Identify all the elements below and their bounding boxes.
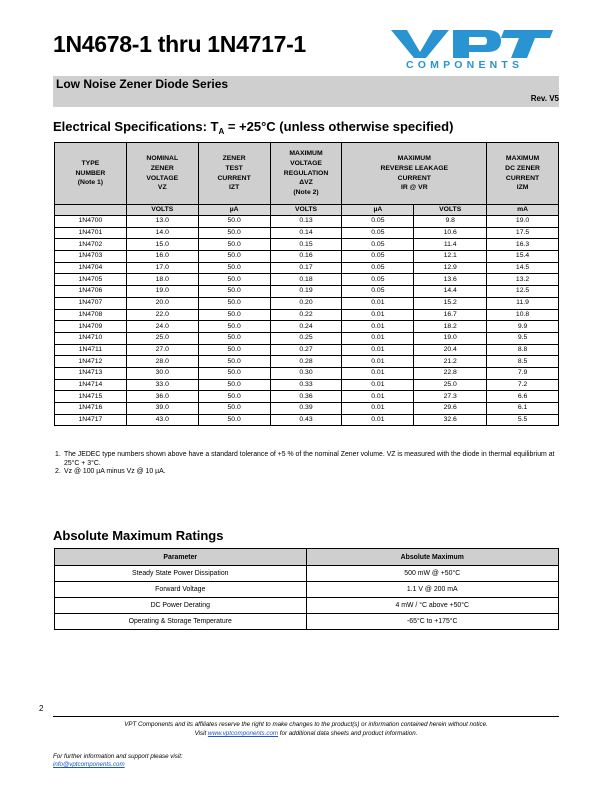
table-cell: 0.01: [342, 367, 414, 379]
table-row: [55, 321, 559, 333]
table-cell: 19.0: [126, 286, 198, 298]
table-cell: 7.2: [487, 379, 559, 391]
table-cell: 16.0: [126, 251, 198, 263]
table-row: [55, 391, 559, 403]
table-cell: 0.01: [342, 344, 414, 356]
table-cell: 20.0: [126, 297, 198, 309]
table-cell: 50.0: [198, 356, 270, 368]
table-row: [55, 566, 559, 582]
electrical-spec-heading: Electrical Specifications: $T_A = +25^\circ C$ (unless otherwise specified): [53, 119, 454, 136]
table-cell: 25.0: [126, 332, 198, 344]
table-cell: 50.0: [198, 332, 270, 344]
table-cell: 0.24: [270, 321, 342, 333]
table-cell: 6.6: [487, 391, 559, 403]
table-cell: 6.1: [487, 403, 559, 415]
table-cell: 500 mW @ +50°C: [306, 566, 559, 582]
table-cell: 1N4701: [55, 227, 127, 239]
table-cell: 14.4: [414, 286, 487, 298]
note-2: 2. Vz @ 100 µA minus Vz @ 10 µA.: [55, 468, 166, 476]
col-regulation-header: MAXIMUM VOLTAGE REGULATION ΔVZ (Note 2): [270, 143, 342, 205]
table-cell: 17.5: [487, 227, 559, 239]
units-row: [55, 205, 559, 216]
table-cell: 8.8: [487, 344, 559, 356]
unit-cell: µA: [198, 205, 270, 216]
table-cell: 1N4710: [55, 332, 127, 344]
table-cell: 0.01: [342, 414, 414, 426]
table-header-row: [55, 143, 559, 205]
table-cell: 0.14: [270, 227, 342, 239]
table-cell: 50.0: [198, 403, 270, 415]
table-cell: 0.28: [270, 356, 342, 368]
table-cell: Operating & Storage Temperature: [55, 614, 307, 630]
table-cell: 43.0: [126, 414, 198, 426]
table-cell: 1N4716: [55, 403, 127, 415]
table-cell: 1N4711: [55, 344, 127, 356]
table-cell: 1N4703: [55, 251, 127, 263]
table-cell: 0.18: [270, 274, 342, 286]
table-cell: 0.05: [342, 239, 414, 251]
unit-cell: [55, 205, 127, 216]
table-cell: 12.5: [487, 286, 559, 298]
logo-subtitle: COMPONENTS: [406, 59, 524, 71]
table-cell: 15.2: [414, 297, 487, 309]
table-cell: 0.20: [270, 297, 342, 309]
support-info: For further information and support please visit: info@vptcomponents.com: [53, 753, 183, 768]
table-cell: 1N4709: [55, 321, 127, 333]
table-cell: 0.01: [342, 297, 414, 309]
table-cell: 14.0: [126, 227, 198, 239]
table-row: [55, 332, 559, 344]
table-cell: 50.0: [198, 251, 270, 263]
table-cell: 0.01: [342, 309, 414, 321]
table-cell: 39.0: [126, 403, 198, 415]
table-cell: 0.43: [270, 414, 342, 426]
table-cell: 0.05: [342, 286, 414, 298]
table-cell: 50.0: [198, 262, 270, 274]
notes: [55, 451, 561, 477]
table-cell: 0.25: [270, 332, 342, 344]
table-cell: 5.5: [487, 414, 559, 426]
absolute-ratings-table: [54, 548, 559, 630]
table-row: [55, 379, 559, 391]
table-cell: 22.0: [126, 309, 198, 321]
table-cell: 1N4702: [55, 239, 127, 251]
table-cell: 50.0: [198, 227, 270, 239]
table-cell: 1N4704: [55, 262, 127, 274]
table-cell: 0.36: [270, 391, 342, 403]
table-cell: 0.01: [342, 379, 414, 391]
table-cell: Forward Voltage: [55, 582, 307, 598]
unit-cell: VOLTS: [126, 205, 198, 216]
table-cell: 50.0: [198, 297, 270, 309]
note-1: 1. The JEDEC type numbers shown above have a standard tolerance of +5 % of the nominal Zener volume. VZ is measured with the diode in thermal equilibrium at 25°C + 3°C.: [55, 451, 555, 467]
unit-cell: VOLTS: [270, 205, 342, 216]
table-cell: -65°C to +175°C: [306, 614, 559, 630]
col-nominal-header: NOMINAL ZENER VOLTAGE VZ: [126, 143, 198, 205]
table-cell: 50.0: [198, 321, 270, 333]
table-cell: 0.16: [270, 251, 342, 263]
table-row: [55, 356, 559, 368]
table-cell: 12.1: [414, 251, 487, 263]
table-cell: 15.4: [487, 251, 559, 263]
table-cell: 1N4700: [55, 216, 127, 228]
table-cell: 0.05: [342, 251, 414, 263]
table-row: [55, 344, 559, 356]
table-cell: 0.33: [270, 379, 342, 391]
table-cell: 1N4706: [55, 286, 127, 298]
table-cell: 50.0: [198, 344, 270, 356]
col-dc-current-header: MAXIMUM DC ZENER CURRENT IZM: [487, 143, 559, 205]
table-cell: 1N4705: [55, 274, 127, 286]
table-cell: 1N4708: [55, 309, 127, 321]
table-cell: 16.3: [487, 239, 559, 251]
footer-divider: [53, 716, 559, 717]
table-cell: 1N4717: [55, 414, 127, 426]
table-row: [55, 239, 559, 251]
table-cell: 9.9: [487, 321, 559, 333]
col-leakage-header: MAXIMUM REVERSE LEAKAGE CURRENT IR @ VR: [342, 143, 487, 205]
table-cell: 18.0: [126, 274, 198, 286]
col-type-header: TYPE NUMBER (Note 1): [55, 143, 127, 205]
table-cell: 0.01: [342, 403, 414, 415]
table-cell: 13.0: [126, 216, 198, 228]
table-cell: 21.2: [414, 356, 487, 368]
unit-cell: VOLTS: [414, 205, 487, 216]
table-cell: 50.0: [198, 286, 270, 298]
table-row: [55, 309, 559, 321]
table-cell: 9.8: [414, 216, 487, 228]
revision-label: Rev. V5: [530, 94, 559, 103]
table-cell: 0.27: [270, 344, 342, 356]
table-cell: 0.05: [342, 262, 414, 274]
table-cell: 1N4712: [55, 356, 127, 368]
table-cell: 0.13: [270, 216, 342, 228]
table-row: [55, 274, 559, 286]
table-cell: 29.6: [414, 403, 487, 415]
table-cell: 0.01: [342, 391, 414, 403]
table-cell: 9.5: [487, 332, 559, 344]
table-cell: 50.0: [198, 274, 270, 286]
table-row: [55, 251, 559, 263]
table-cell: 28.0: [126, 356, 198, 368]
table-cell: 1N4715: [55, 391, 127, 403]
table-cell: 10.6: [414, 227, 487, 239]
page-title: 1N4678-1 thru 1N4717-1: [53, 31, 306, 57]
table-row: [55, 262, 559, 274]
table-cell: 16.7: [414, 309, 487, 321]
table-cell: 18.2: [414, 321, 487, 333]
table-cell: 50.0: [198, 239, 270, 251]
table-cell: 17.0: [126, 262, 198, 274]
col-test-current-header: ZENER TEST CURRENT IZT: [198, 143, 270, 205]
table-cell: 24.0: [126, 321, 198, 333]
table-cell: 1.1 V @ 200 mA: [306, 582, 559, 598]
table-cell: 13.6: [414, 274, 487, 286]
table-row: [55, 414, 559, 426]
table-row: [55, 367, 559, 379]
table-cell: 0.22: [270, 309, 342, 321]
table-cell: 50.0: [198, 309, 270, 321]
table-cell: 20.4: [414, 344, 487, 356]
table-cell: 0.01: [342, 321, 414, 333]
table-cell: 0.39: [270, 403, 342, 415]
table-row: [55, 614, 559, 630]
table-cell: 25.0: [414, 379, 487, 391]
table-row: [55, 216, 559, 228]
table-cell: 7.9: [487, 367, 559, 379]
table-cell: 0.30: [270, 367, 342, 379]
table-row: [55, 582, 559, 598]
table-cell: 1N4707: [55, 297, 127, 309]
table-row: [55, 286, 559, 298]
table-row: [55, 598, 559, 614]
table-cell: 32.6: [414, 414, 487, 426]
table-cell: 33.0: [126, 379, 198, 391]
table-row: [55, 227, 559, 239]
table-cell: 0.05: [342, 216, 414, 228]
table-cell: 22.8: [414, 367, 487, 379]
table-cell: 8.5: [487, 356, 559, 368]
table-cell: 10.8: [487, 309, 559, 321]
col-parameter-header: Parameter: [55, 549, 307, 566]
table-cell: 50.0: [198, 391, 270, 403]
table-cell: DC Power Derating: [55, 598, 307, 614]
table-cell: 50.0: [198, 414, 270, 426]
table-cell: 12.9: [414, 262, 487, 274]
table-cell: 30.0: [126, 367, 198, 379]
table-cell: 0.05: [342, 227, 414, 239]
table-cell: 0.15: [270, 239, 342, 251]
unit-cell: µA: [342, 205, 414, 216]
table-cell: 0.19: [270, 286, 342, 298]
table-cell: 0.01: [342, 332, 414, 344]
table-cell: 0.05: [342, 274, 414, 286]
table-cell: 0.17: [270, 262, 342, 274]
page-number: 2: [39, 704, 44, 713]
table-cell: 11.9: [487, 297, 559, 309]
absolute-ratings-heading: Absolute Maximum Ratings: [53, 528, 224, 543]
support-email-link[interactable]: info@vptcomponents.com: [53, 761, 125, 768]
footer-disclaimer: VPT Components and its affiliates reserve the right to make changes to the product(s) or information contained herein without notice. Visit www.vptcomponents.com for additional data sheets and product information.: [124, 721, 488, 737]
table-cell: 19.0: [487, 216, 559, 228]
table-cell: Steady State Power Dissipation: [55, 566, 307, 582]
col-absolute-max-header: Absolute Maximum: [306, 549, 559, 566]
table-cell: 0.01: [342, 356, 414, 368]
series-title: Low Noise Zener Diode Series: [56, 77, 229, 91]
website-link[interactable]: www.vptcomponents.com: [207, 730, 279, 737]
table-cell: 27.3: [414, 391, 487, 403]
unit-cell: mA: [487, 205, 559, 216]
table-cell: 50.0: [198, 379, 270, 391]
table-cell: 1N4713: [55, 367, 127, 379]
table-header-row: [55, 549, 559, 566]
table-cell: 11.4: [414, 239, 487, 251]
electrical-spec-table: [54, 142, 559, 426]
table-cell: 15.0: [126, 239, 198, 251]
table-cell: 36.0: [126, 391, 198, 403]
table-cell: 1N4714: [55, 379, 127, 391]
table-cell: 14.5: [487, 262, 559, 274]
table-row: [55, 297, 559, 309]
table-cell: 13.2: [487, 274, 559, 286]
table-cell: 19.0: [414, 332, 487, 344]
table-row: [55, 403, 559, 415]
table-cell: 4 mW / °C above +50°C: [306, 598, 559, 614]
table-cell: 50.0: [198, 216, 270, 228]
table-cell: 50.0: [198, 367, 270, 379]
table-cell: 27.0: [126, 344, 198, 356]
